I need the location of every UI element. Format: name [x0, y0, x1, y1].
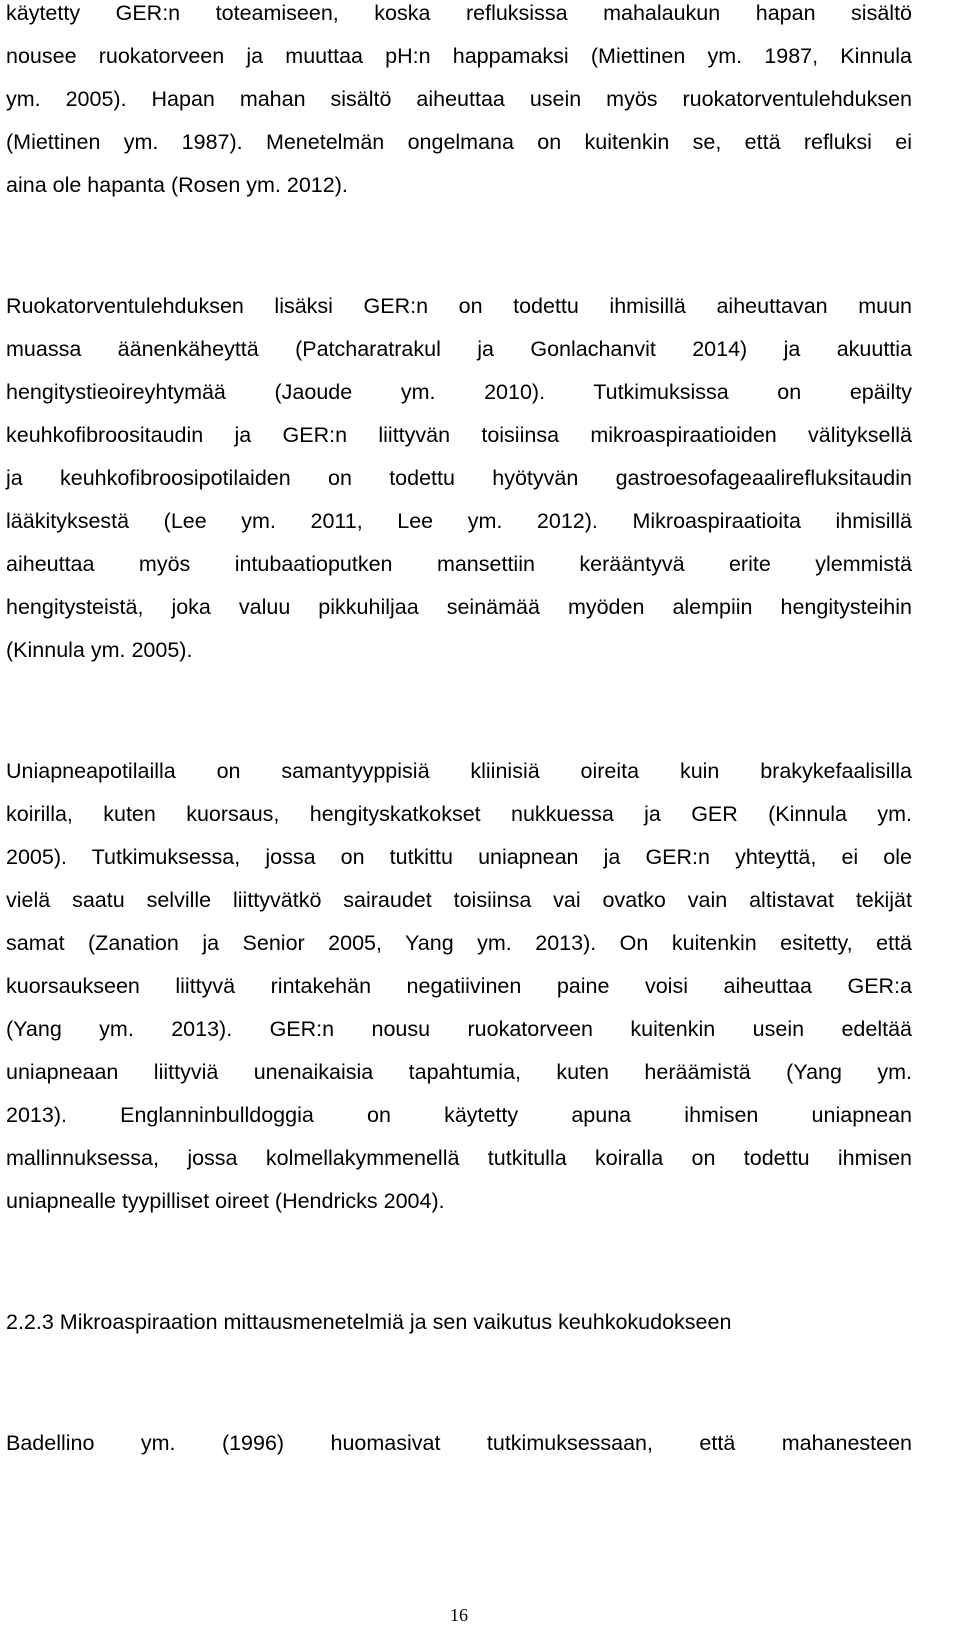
page-number: 16	[450, 1605, 468, 1625]
paragraph-4-line-1: Badellino ym. (1996) huomasivat tutkimuksessaan, että mahanesteen	[6, 1431, 912, 1455]
paragraph-3-line-9: 2013). Englanninbulldoggia on käytetty apuna ihmisen uniapnean	[6, 1103, 912, 1127]
paragraph-3-line-2: koirilla, kuten kuorsaus, hengityskatkokset nukkuessa ja GER (Kinnula ym.	[6, 802, 912, 826]
paragraph-3-line-11: uniapnealle tyypilliset oireet (Hendricks 2004).	[6, 1189, 445, 1213]
paragraph-3-line-1: Uniapneapotilailla on samantyyppisiä kliinisiä oireita kuin brakykefaalisilla	[6, 759, 912, 783]
paragraph-3-line-5: samat (Zanation ja Senior 2005, Yang ym. 2013). On kuitenkin esitetty, että	[6, 931, 912, 955]
paragraph-2-line-1: Ruokatorventulehduksen lisäksi GER:n on todettu ihmisillä aiheuttavan muun	[6, 294, 912, 318]
paragraph-2-line-9: (Kinnula ym. 2005).	[6, 638, 193, 662]
paragraph-1-line-1: käytetty GER:n toteamiseen, koska refluksissa mahalaukun hapan sisältö	[6, 1, 912, 25]
paragraph-3-line-4: vielä saatu selville liittyvätkö sairaudet toisiinsa vai ovatko vain altistavat tekijät	[6, 888, 912, 912]
paragraph-2-line-6: lääkityksestä (Lee ym. 2011, Lee ym. 2012). Mikroaspiraatioita ihmisillä	[6, 509, 912, 533]
paragraph-1-line-5: aina ole hapanta (Rosen ym. 2012).	[6, 173, 348, 197]
paragraph-3-line-7: (Yang ym. 2013). GER:n nousu ruokatorveen kuitenkin usein edeltää	[6, 1017, 912, 1041]
paragraph-2-line-4: keuhkofibroositaudin ja GER:n liittyvän toisiinsa mikroaspiraatioiden välityksellä	[6, 423, 912, 447]
paragraph-2-line-8: hengitysteistä, joka valuu pikkuhiljaa seinämää myöden alempiin hengitysteihin	[6, 595, 912, 619]
paragraph-2-line-7: aiheuttaa myös intubaatioputken mansettiin kerääntyvä erite ylemmistä	[6, 552, 912, 576]
paragraph-2-line-5: ja keuhkofibroosipotilaiden on todettu hyötyvän gastroesofageaalirefluksitaudin	[6, 466, 912, 490]
paragraph-2-line-2: muassa äänenkäheyttä (Patcharatrakul ja Gonlachanvit 2014) ja akuuttia	[6, 337, 912, 361]
paragraph-3-line-10: mallinnuksessa, jossa kolmellakymmenellä tutkitulla koiralla on todettu ihmisen	[6, 1146, 912, 1170]
paragraph-1-line-4: (Miettinen ym. 1987). Menetelmän ongelmana on kuitenkin se, että refluksi ei	[6, 130, 912, 154]
section-heading: 2.2.3 Mikroaspiraation mittausmenetelmiä ja sen vaikutus keuhkokudokseen	[6, 1310, 732, 1334]
paragraph-1-line-3: ym. 2005). Hapan mahan sisältö aiheuttaa usein myös ruokatorventulehduksen	[6, 87, 912, 111]
paragraph-3-line-8: uniapneaan liittyviä unenaikaisia tapahtumia, kuten heräämistä (Yang ym.	[6, 1060, 912, 1084]
paragraph-2-line-3: hengitystieoireyhtymää (Jaoude ym. 2010). Tutkimuksissa on epäilty	[6, 380, 912, 404]
paragraph-3-line-6: kuorsaukseen liittyvä rintakehän negatiivinen paine voisi aiheuttaa GER:a	[6, 974, 912, 998]
paragraph-1-line-2: nousee ruokatorveen ja muuttaa pH:n happamaksi (Miettinen ym. 1987, Kinnula	[6, 44, 912, 68]
paragraph-3-line-3: 2005). Tutkimuksessa, jossa on tutkittu uniapnean ja GER:n yhteyttä, ei ole	[6, 845, 912, 869]
